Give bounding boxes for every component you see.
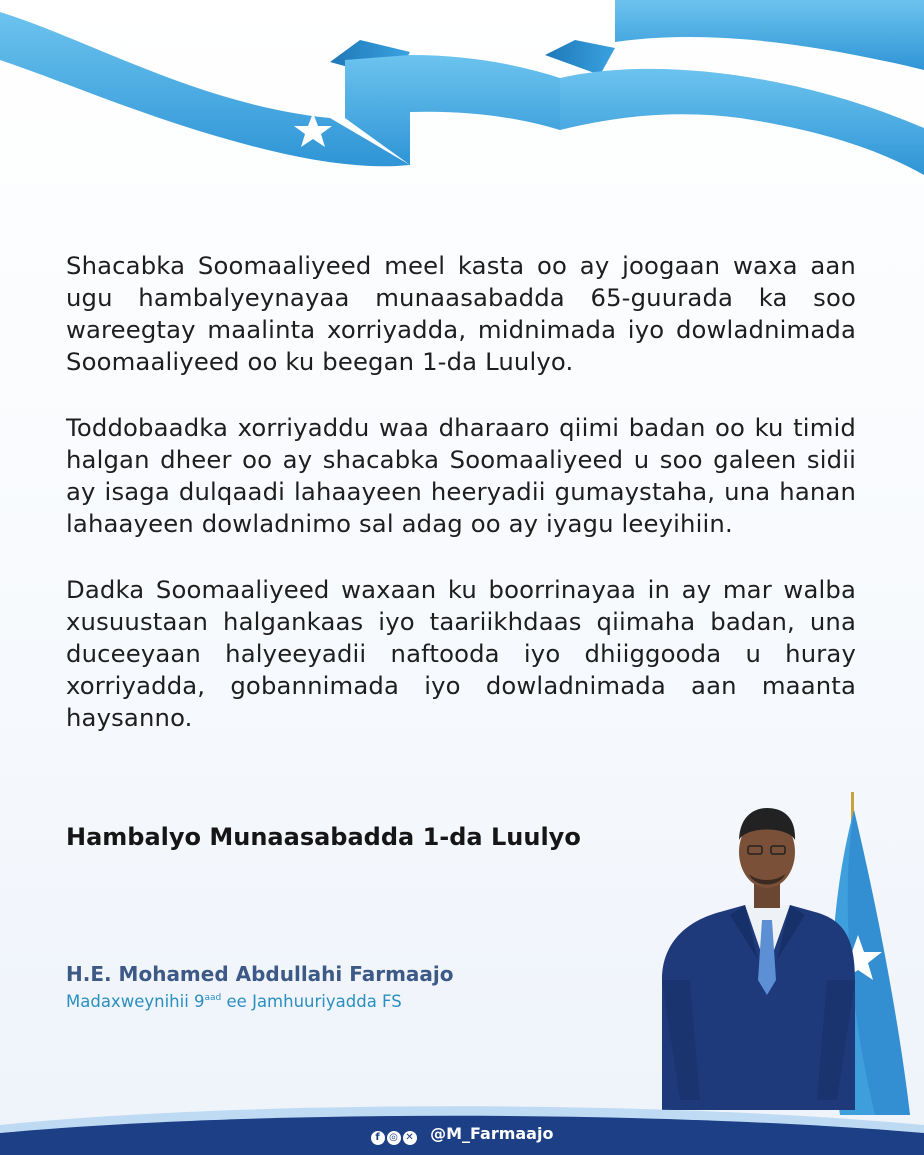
paragraph-2: Toddobaadka xorriyaddu waa dharaaro qiimi badan oo ku timid halgan dheer oo ay shacabka Soomaaliyeed u soo galeen sidii ay isaga dulqaadi lahaayeen heeryadii gumaystaha, una hanan lahaayeen dowladnimo sal adag oo ay iyagu leeyihiin. <box>66 413 856 538</box>
headline: Hambalyo Munaasabadda 1-da Luulyo <box>66 823 581 851</box>
portrait-photo <box>650 780 920 1115</box>
facebook-icon[interactable]: f <box>371 1131 385 1145</box>
paragraph-3: Dadka Soomaaliyeed waxaan ku boorrinayaa in ay mar walba xusuustaan halgankaas iyo taariikhdaas qiimaha badan, una duceeyaan halyeeyadii naftooda iyo dhiiggooda u huray xorriyadda, gobannimada iyo dowladnimada aan maanta haysanno. <box>66 575 856 732</box>
signature-title-suffix: ee Jamhuuriyadda FS <box>226 992 402 1011</box>
message-body <box>66 250 856 768</box>
signature-name: H.E. Mohamed Abdullahi Farmaajo <box>66 962 454 986</box>
x-icon[interactable]: ✕ <box>403 1131 417 1145</box>
signature-title-prefix: Madaxweynihii 9 <box>66 992 205 1011</box>
social-handle[interactable]: @M_Farmaajo <box>430 1124 554 1143</box>
flag-ribbon-banner <box>0 0 924 200</box>
signature-title <box>66 992 402 1011</box>
social-icons <box>371 1125 419 1145</box>
instagram-icon[interactable]: ◎ <box>387 1131 401 1145</box>
signature-title-sup: aad <box>204 993 222 1003</box>
social-handle-row <box>0 1124 924 1145</box>
paragraph-1: Shacabka Soomaaliyeed meel kasta oo ay joogaan waxa aan ugu hambalyeynayaa munaasabadda 65-guurada ka soo wareegtay maalinta xorriyadda, midnimada iyo dowladnimada Soomaaliyeed oo ku beegan 1-da Luulyo. <box>66 251 856 376</box>
